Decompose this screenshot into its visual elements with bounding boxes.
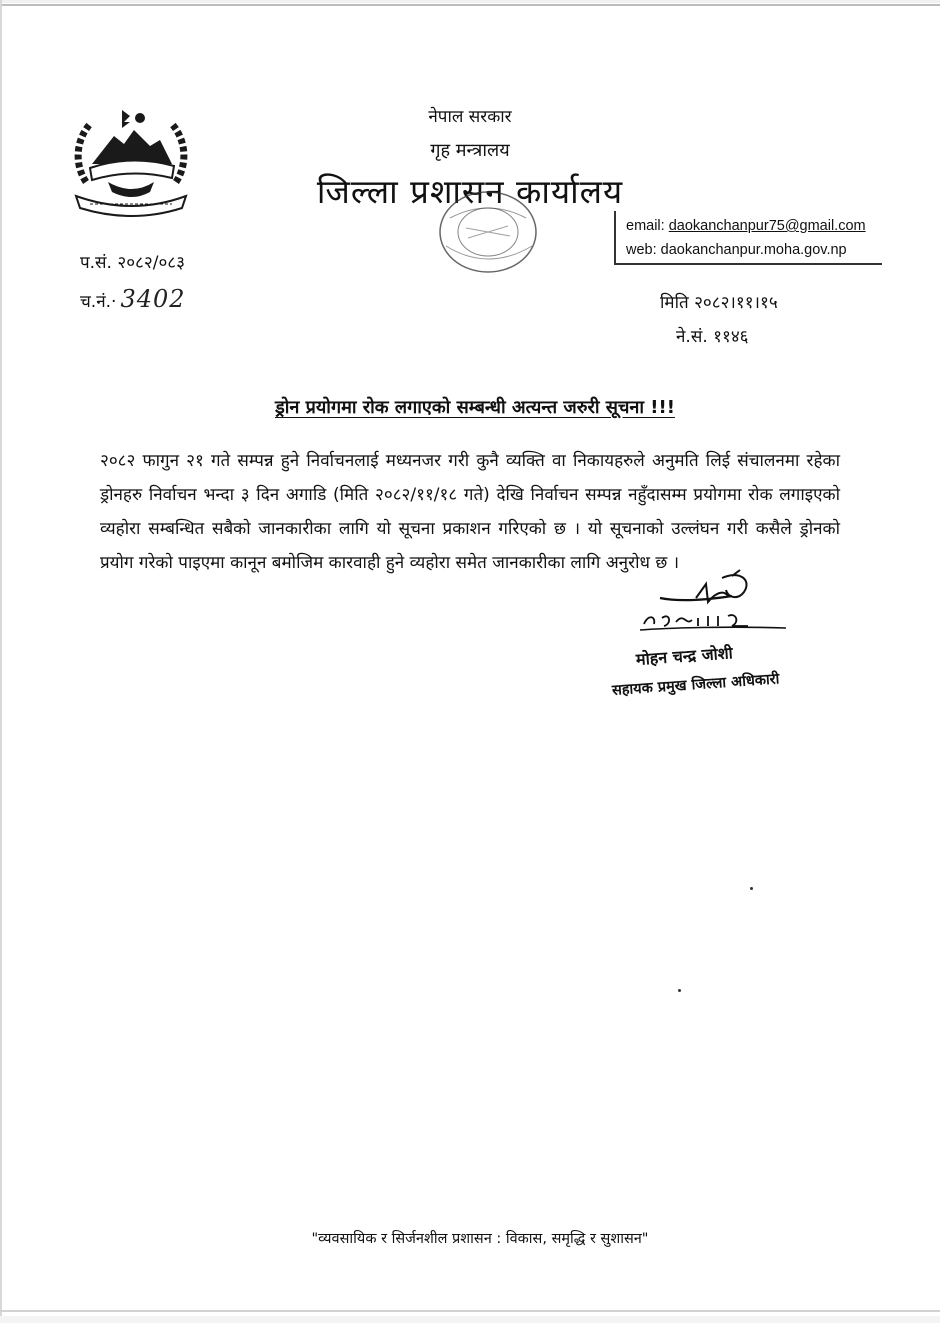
contact-web: web: daokanchanpur.moha.gov.np (626, 242, 847, 258)
dispatch-number: च.नं.· 3402 (80, 285, 186, 313)
dispatch-label: च.नं. (80, 292, 112, 312)
government-name: नेपाल सरकार (428, 107, 512, 127)
signatory-name: मोहन चन्द्र जोशी (635, 643, 734, 669)
scan-edge-bottom (0, 1310, 940, 1312)
handwritten-signature-icon (636, 568, 806, 644)
email-link[interactable]: daokanchanpur75@gmail.com (668, 218, 866, 234)
notice-subject (80, 395, 870, 419)
email-label: email: (626, 218, 669, 234)
office-name: जिल्ला प्रशासन कार्यालय (316, 172, 624, 211)
scan-edge-top-light (0, 0, 940, 3)
footer-motto: "व्यवसायिक र सिर्जनशील प्रशासन : विकास, समृद्धि र सुशासन" (311, 1231, 649, 1247)
signatory-title: सहायक प्रमुख जिल्ला अधिकारी (611, 671, 780, 699)
scan-speck (750, 887, 753, 890)
notice-body: २०८२ फागुन २१ गते सम्पन्न हुने निर्वाचनलाई मध्यनजर गरी कुनै व्यक्ति वा निकायहरुले अनुमति लिई संचालनमा रहेका ड्रोनहरु निर्वाचन भन्दा ३ दिन अगाडि (मिति २०८२/११/१८ गते) देखि निर्वाचन सम्पन्न नहुँदासम्म प्रयोगमा रोक लगाइएको व्यहोरा सम्बन्धित सबैको जानकारीका लागि यो सूचना प्रकाशन गरिएको छ । यो सूचनाको उल्लंघन गरी कसैले ड्रोनको प्रयोग गरेको पाइएमा कानून बमोजिम कारवाही हुने व्यहोरा समेत जानकारीका लागि अनुरोध छ । (100, 451, 840, 573)
letter-date: मिति २०८२।११।१५ (660, 293, 778, 313)
nepal-sambat-date: ने.सं. ११४६ (676, 327, 749, 347)
contact-email (626, 218, 866, 234)
dispatch-number-handwritten: 3402 (120, 285, 186, 313)
scan-speck (678, 989, 681, 992)
scan-edge-bottom-light (0, 1316, 940, 1323)
ministry-name: गृह मन्त्रालय (430, 140, 510, 161)
notice-subject-text: ड्रोन प्रयोगमा रोक लगाएको सम्बन्धी अत्यन्त जरुरी सूचना !!! (275, 397, 675, 418)
nepal-emblem-icon (68, 104, 194, 220)
letter-reference-number: प.सं. २०८२/०८३ (80, 253, 185, 273)
office-seal-stamp-icon (416, 188, 566, 288)
scan-edge-left (0, 0, 2, 1323)
scan-edge-top (0, 4, 940, 6)
